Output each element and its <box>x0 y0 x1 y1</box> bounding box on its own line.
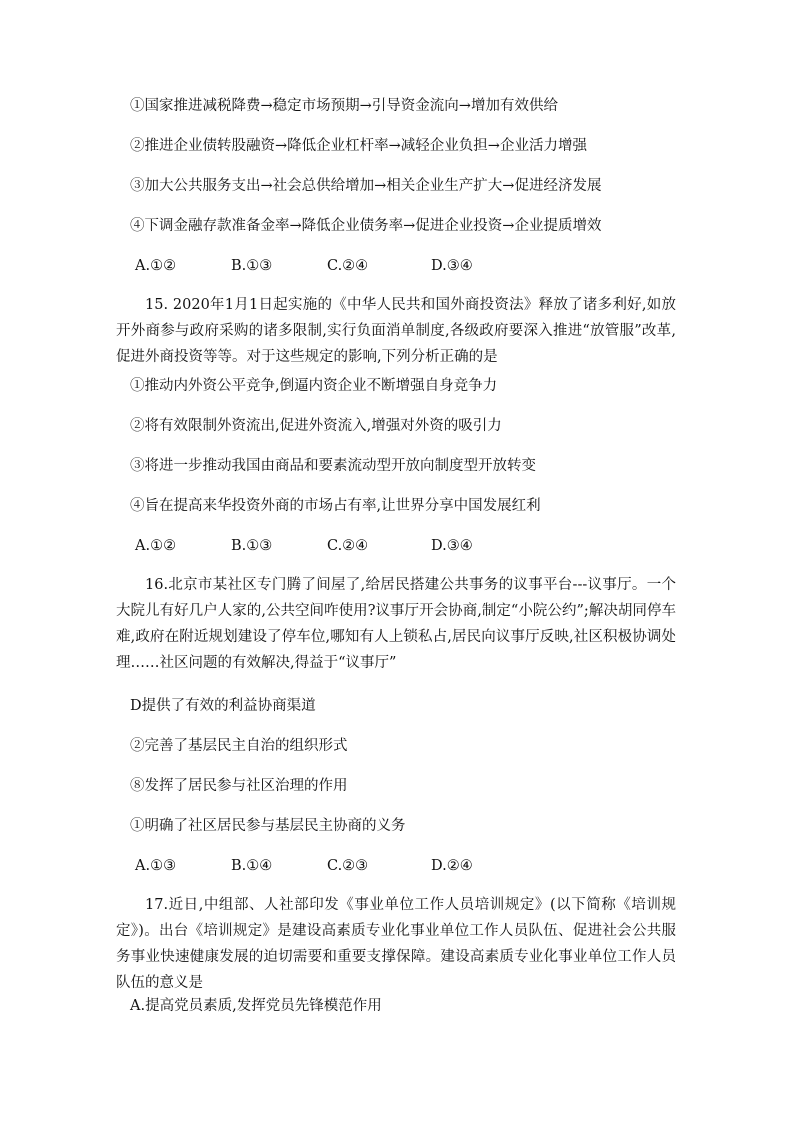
q16-option-b: B.①④ <box>231 858 273 874</box>
q14-option-d: D.③④ <box>431 258 473 274</box>
q16-item-4: ①明确了社区居民参与基层民主协商的义务 <box>130 818 406 834</box>
q15-stem: 15. 2020年1月1日起实施的《中华人民共和国外商投资法》释放了诸多利好,如放开外商参与政府采购的诸多限制,实行负面消单制度,各级政府要深入推进“放管服”改革,促进外商投资等等。对于这些规定的影响,下列分析正确的是 <box>116 297 676 365</box>
q15-option-b: B.①③ <box>231 538 273 554</box>
q15-item-1: ①推动内外资公平竞争,倒逼内资企业不断增强自身竞争力 <box>130 378 498 394</box>
q14-item-3: ③加大公共服务支出→社会总供给增加→相关企业生产扩大→促进经济发展 <box>130 178 602 194</box>
q16-option-a: A.①③ <box>135 858 177 874</box>
q15-option-a: A.①② <box>135 538 177 554</box>
q16-item-2: ②完善了基层民主自治的组织形式 <box>130 738 348 754</box>
q17-option-a: A.提高党员素质,发挥党员先锋模范作用 <box>130 998 382 1014</box>
q16-options <box>135 856 473 876</box>
q16-stem: 16.北京市某社区专门腾了间屋了,给居民搭建公共事务的议事平台---议事厅。一个大院儿有好几户人家的,公共空间咋使用?议事厅开会协商,制定“小院公约”;解决胡同停车难,政府在附近规划建设了停车位,哪知有人上锁私占,居民向议事厅反映,社区积极协调处理……社区问题的有效解决,得益于“议事厅” <box>116 577 676 671</box>
q16-option-c: C.②③ <box>327 858 369 874</box>
q16-option-d: D.②④ <box>431 858 473 874</box>
q15-item-4: ④旨在提高来华投资外商的市场占有率,让世界分享中国发展红利 <box>130 498 541 514</box>
q14-option-b: B.①③ <box>231 258 273 274</box>
q14-options <box>135 256 473 276</box>
q17-stem: 17.近日,中组部、人社部印发《事业单位工作人员培训规定》(以下简称《培训规定》)。出台《培训规定》是建设高素质专业化事业单位工作人员队伍、促进社会公共服务事业快速健康发展的迫切需要和重要支撑保障。建设高素质专业化事业单位工作人员队伍的意义是 <box>116 897 676 991</box>
q15-item-3: ③将进一步推动我国由商品和要素流动型开放向制度型开放转变 <box>130 458 536 474</box>
q15-option-d: D.③④ <box>431 538 473 554</box>
q14-item-4: ④下调金融存款准备金率→降低企业债务率→促进企业投资→企业提质增效 <box>130 218 602 234</box>
q15-item-2: ②将有效限制外资流出,促进外资流入,增强对外资的吸引力 <box>130 418 502 434</box>
q14-item-2: ②推进企业债转股融资→降低企业杠杆率→减轻企业负担→企业活力增强 <box>130 138 587 154</box>
q16-item-1: D提供了有效的利益协商渠道 <box>130 698 316 714</box>
q14-option-a: A.①② <box>135 258 177 274</box>
q15-option-c: C.②④ <box>327 538 369 554</box>
q15-options <box>135 536 473 556</box>
q14-item-1: ①国家推进减税降费→稳定市场预期→引导资金流向→增加有效供给 <box>130 98 558 114</box>
q14-option-c: C.②④ <box>327 258 369 274</box>
q16-item-3: ⑧发挥了居民参与社区治理的作用 <box>130 778 348 794</box>
